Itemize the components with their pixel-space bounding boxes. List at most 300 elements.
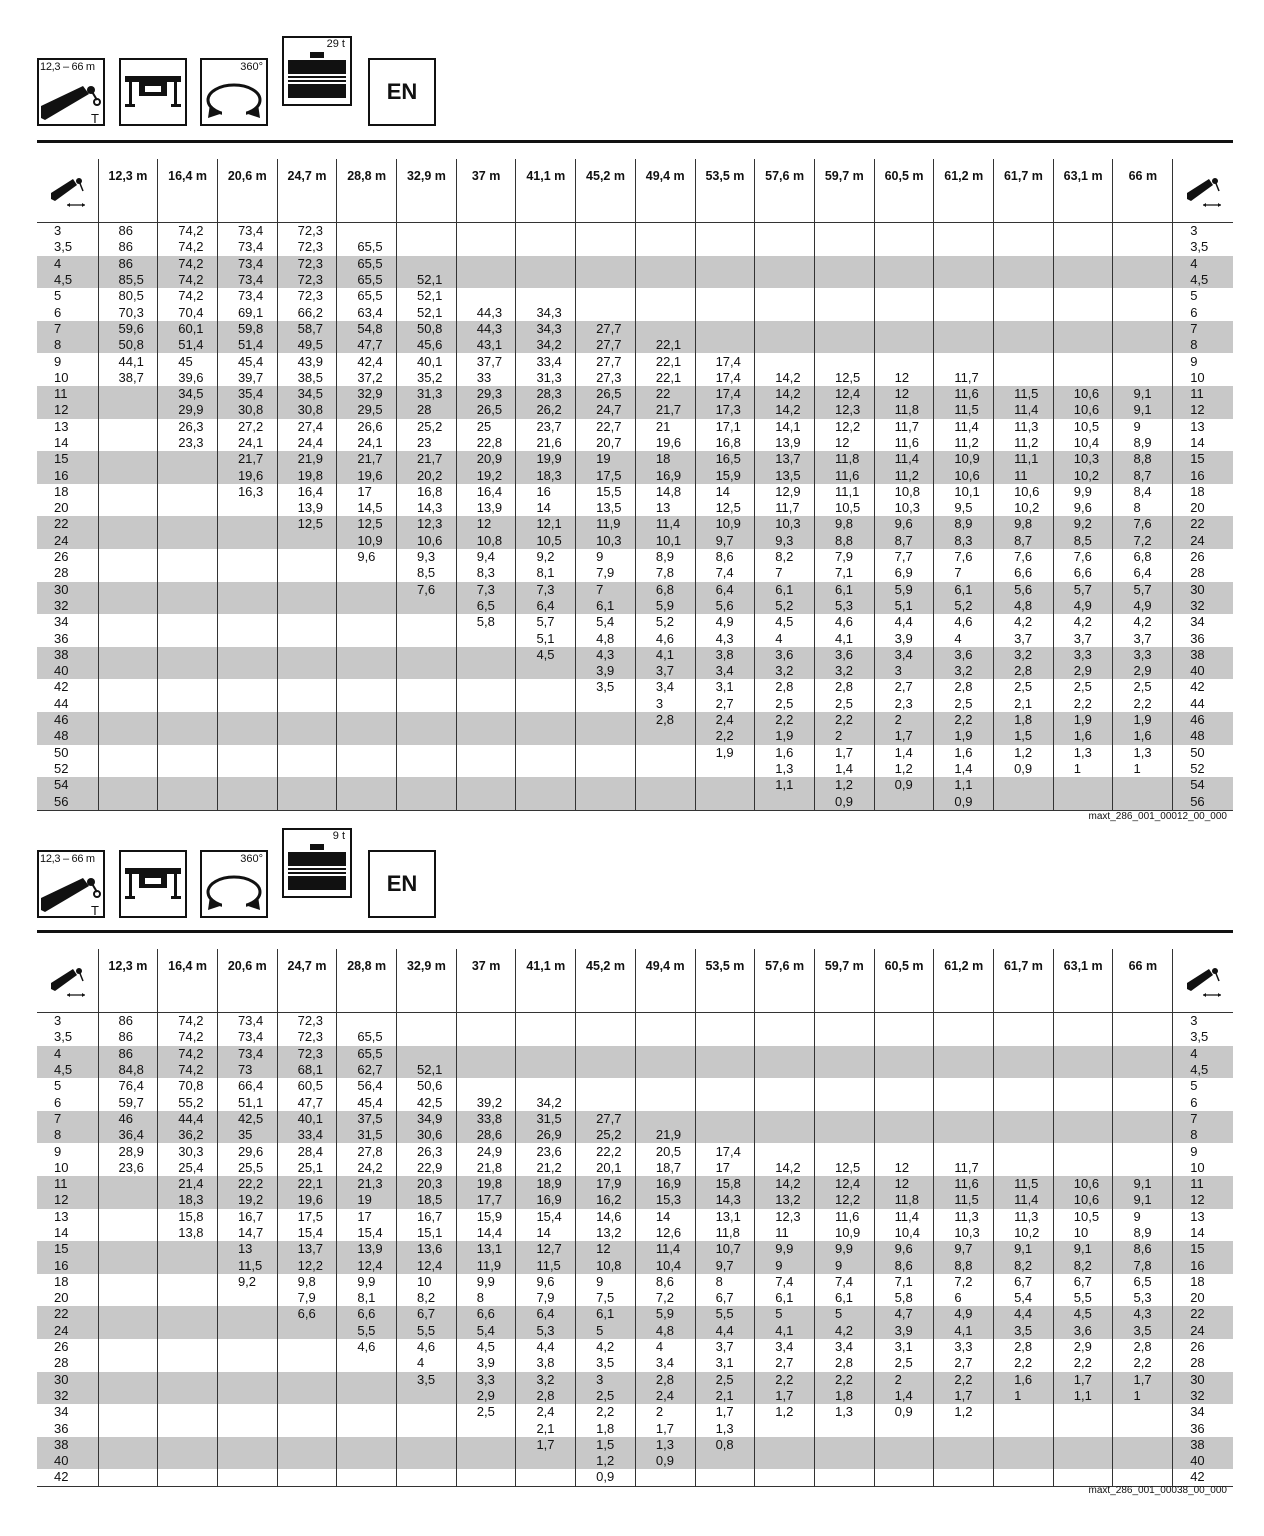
boom-length-header: 20,6 m [217,159,277,223]
load-value-cell: 24,9 [456,1143,516,1159]
load-value-cell [98,614,158,630]
load-value-cell: 2 [635,1404,695,1420]
load-value-cell: 19,6 [337,467,397,483]
load-value-cell [397,223,457,240]
load-value-cell [994,370,1054,386]
load-value-cell [635,304,695,320]
load-value-cell: 11,8 [814,451,874,467]
radius-cell: 26 [1173,549,1233,565]
load-value-cell: 11,5 [994,386,1054,402]
load-value-cell: 13,5 [755,467,815,483]
radius-cell: 5 [54,1078,62,1094]
load-value-cell: 12,7 [516,1241,576,1257]
load-value-cell: 13,1 [456,1241,516,1257]
radius-cell: 14 [1173,1225,1233,1241]
telescope-mark: T [91,903,99,918]
load-value-cell: 1,3 [814,1404,874,1420]
load-value-cell: 3,5 [397,1372,457,1388]
counterweight-label: 29 t [326,38,345,50]
load-value-cell: 10,2 [994,500,1054,516]
load-value-cell: 8,6 [1113,1241,1173,1257]
load-value-cell: 17,3 [695,402,755,418]
load-value-cell [158,712,218,728]
load-value-cell: 39,2 [456,1094,516,1110]
load-value-cell: 2,5 [456,1404,516,1420]
table-row [37,1241,1233,1257]
load-value-cell: 11,7 [755,500,815,516]
load-value-cell: 72,3 [277,288,337,304]
radius-cell: 3 [1173,1013,1233,1030]
load-value-cell: 56,4 [337,1078,397,1094]
boom-length-header: 37 m [456,949,516,1013]
load-value-cell [695,272,755,288]
load-value-cell [695,288,755,304]
load-value-cell: 45,4 [337,1094,397,1110]
load-value-cell: 3,5 [576,1355,636,1371]
load-value-cell: 11,4 [994,1192,1054,1208]
load-value-cell [158,728,218,744]
load-value-cell [635,1046,695,1062]
load-value-cell [576,1029,636,1045]
load-value-cell: 10,3 [576,533,636,549]
load-value-cell [516,745,576,761]
load-value-cell: 16,9 [516,1192,576,1208]
load-value-cell [337,647,397,663]
load-value-cell: 5,3 [516,1323,576,1339]
radius-cell: 4,5 [37,272,98,288]
load-value-cell [576,761,636,777]
boom-length-header: 41,1 m [516,949,576,1013]
load-value-cell: 14,5 [337,500,397,516]
load-value-cell: 1,7 [516,1437,576,1453]
radius-cell: 3,5 [1173,1029,1233,1045]
load-value-cell [755,1046,815,1062]
load-value-cell: 1,3 [755,761,815,777]
load-value-cell: 7,3 [456,582,516,598]
table-row [37,288,1233,304]
load-value-cell [1113,1111,1173,1127]
load-value-cell [456,663,516,679]
load-value-cell [337,223,397,240]
load-value-cell [576,223,636,240]
load-value-cell [277,1453,337,1469]
boom-length-header: 60,5 m [874,949,934,1013]
load-value-cell [635,1469,695,1486]
load-value-cell [98,516,158,532]
load-value-cell: 73,4 [217,272,277,288]
load-value-cell [814,1013,874,1030]
load-value-cell: 6 [934,1290,994,1306]
load-value-cell: 7 [755,565,815,581]
load-value-cell: 11,1 [814,484,874,500]
load-value-cell: 11 [755,1225,815,1241]
load-value-cell: 9,2 [217,1274,277,1290]
load-value-cell: 27,7 [576,353,636,369]
radius-cell: 9 [1173,1143,1233,1159]
load-value-cell: 13,9 [456,500,516,516]
load-value-cell: 3,3 [934,1339,994,1355]
load-value-cell: 17 [695,1160,755,1176]
load-value-cell [337,696,397,712]
load-value-cell [695,777,755,793]
load-value-cell: 18,7 [635,1160,695,1176]
load-value-cell: 6,5 [1113,1274,1173,1290]
radius-cell: 28 [54,565,69,581]
load-value-cell [98,1306,158,1322]
load-value-cell [814,239,874,255]
load-value-cell: 17,9 [576,1176,636,1192]
radius-icon [1173,159,1233,223]
load-value-cell: 1,9 [755,728,815,744]
load-value-cell: 3,1 [695,1355,755,1371]
load-value-cell: 19 [337,1192,397,1208]
load-value-cell: 4,6 [635,630,695,646]
load-value-cell [576,793,636,810]
load-value-cell: 4,9 [1053,598,1113,614]
load-value-cell [1053,337,1113,353]
radius-cell: 15 [37,451,98,467]
load-value-cell [98,467,158,483]
load-value-cell [98,451,158,467]
table-row [37,663,1233,679]
radius-cell: 36 [1173,630,1233,646]
load-value-cell [994,1062,1054,1078]
load-value-cell: 31,3 [516,370,576,386]
load-value-cell [814,223,874,240]
load-value-cell: 10,9 [814,1225,874,1241]
radius-cell: 54 [1173,777,1233,793]
load-value-cell [98,1257,158,1273]
load-value-cell: 74,2 [158,1062,218,1078]
load-value-cell: 4,3 [576,647,636,663]
load-value-cell: 7,3 [516,582,576,598]
load-value-cell: 74,2 [158,1046,218,1062]
load-value-cell: 16,7 [217,1209,277,1225]
load-value-cell: 7,6 [1113,516,1173,532]
load-value-cell: 1,6 [994,1372,1054,1388]
load-value-cell: 24,2 [337,1160,397,1176]
load-value-cell: 14,2 [755,1160,815,1176]
load-value-cell: 3,6 [755,647,815,663]
load-value-cell [934,1029,994,1045]
load-value-cell: 21,9 [635,1127,695,1143]
load-value-cell: 4,6 [934,614,994,630]
load-value-cell: 14,4 [456,1225,516,1241]
load-value-cell: 4,3 [695,630,755,646]
boom-length-header: 45,2 m [576,159,636,223]
load-value-cell: 2,2 [814,712,874,728]
load-value-cell [217,1453,277,1469]
load-value-cell: 62,7 [337,1062,397,1078]
load-value-cell [576,304,636,320]
radius-cell: 20 [54,500,69,516]
boom-length-header: 32,9 m [397,949,457,1013]
load-value-cell: 13,7 [277,1241,337,1257]
radius-cell: 5 [54,288,62,304]
radius-icon [37,949,98,1013]
radius-cell: 28 [1173,565,1233,581]
load-value-cell: 26,5 [456,402,516,418]
slew-label: 360° [240,61,263,73]
load-value-cell: 6,5 [456,598,516,614]
radius-cell: 11 [1173,386,1233,402]
load-value-cell: 9,1 [1053,1241,1113,1257]
load-value-cell [516,1453,576,1469]
load-value-cell: 70,4 [158,304,218,320]
load-value-cell [217,1339,277,1355]
load-value-cell [695,1062,755,1078]
load-value-cell: 17,4 [695,370,755,386]
table-row [37,256,1233,272]
load-value-cell [456,1453,516,1469]
load-value-cell: 5,5 [397,1323,457,1339]
load-value-cell: 18,3 [516,467,576,483]
radius-cell: 56 [37,793,98,810]
load-value-cell [397,1029,457,1045]
load-value-cell [277,663,337,679]
load-value-cell: 4,9 [934,1306,994,1322]
load-value-cell: 0,8 [695,1437,755,1453]
load-value-cell: 10,6 [1053,386,1113,402]
boom-length-header-row [37,949,1233,1013]
load-value-cell [516,272,576,288]
load-value-cell: 4,1 [814,630,874,646]
load-value-cell [98,647,158,663]
load-value-cell [98,712,158,728]
load-value-cell: 10,4 [874,1225,934,1241]
load-value-cell: 12,5 [814,370,874,386]
load-value-cell: 6,7 [397,1306,457,1322]
radius-cell: 42 [54,679,69,695]
load-value-cell [755,337,815,353]
load-value-cell: 20,5 [635,1143,695,1159]
load-value-cell [456,223,516,240]
load-value-cell: 5,8 [456,614,516,630]
load-value-cell [874,1013,934,1030]
load-value-cell: 6,6 [277,1306,337,1322]
load-value-cell [217,1420,277,1436]
load-value-cell [217,549,277,565]
radius-icon [37,159,98,223]
load-value-cell: 8,3 [456,565,516,581]
load-value-cell [695,239,755,255]
boom-length-header: 60,5 m [874,159,934,223]
boom-length-header: 59,7 m [814,159,874,223]
load-value-cell: 20,3 [397,1176,457,1192]
radius-cell: 13 [1173,419,1233,435]
load-value-cell: 65,5 [337,256,397,272]
load-value-cell: 16,2 [576,1192,636,1208]
load-value-cell: 2,2 [755,1372,815,1388]
load-value-cell: 2,1 [516,1420,576,1436]
load-value-cell: 10,5 [814,500,874,516]
load-value-cell: 46 [98,1111,158,1127]
load-value-cell: 13,5 [576,500,636,516]
load-value-cell: 2,5 [874,1355,934,1371]
table-row [37,1225,1233,1241]
load-value-cell: 26,5 [576,386,636,402]
load-value-cell [814,1453,874,1469]
load-value-cell: 11,5 [934,402,994,418]
radius-cell: 20 [54,1290,69,1306]
load-value-cell: 70,3 [98,304,158,320]
load-value-cell: 1,7 [695,1404,755,1420]
load-value-cell [217,793,277,810]
load-value-cell: 76,4 [98,1078,158,1094]
radius-cell: 26 [1173,1339,1233,1355]
load-value-cell: 72,3 [277,256,337,272]
load-value-cell: 5,2 [635,614,695,630]
load-value-cell: 9,5 [934,500,994,516]
load-value-cell [695,1469,755,1486]
load-value-cell [397,1388,457,1404]
load-value-cell: 3,4 [635,1355,695,1371]
load-value-cell: 29,6 [217,1143,277,1159]
load-value-cell: 7,2 [934,1274,994,1290]
load-value-cell: 37,5 [337,1111,397,1127]
load-value-cell: 2,3 [874,696,934,712]
load-value-cell: 17,7 [456,1192,516,1208]
load-value-cell [516,1062,576,1078]
table-row [37,1078,1233,1094]
load-value-cell: 12,5 [695,500,755,516]
load-value-cell: 3,8 [695,647,755,663]
load-value-cell [98,598,158,614]
load-value-cell: 25 [456,419,516,435]
load-value-cell: 9 [814,1257,874,1273]
radius-cell: 56 [1173,793,1233,810]
load-value-cell [755,1078,815,1094]
load-value-cell [1053,1469,1113,1486]
load-value-cell: 7,9 [277,1290,337,1306]
load-value-cell [755,1420,815,1436]
load-value-cell [874,1062,934,1078]
load-value-cell: 15,9 [695,467,755,483]
radius-cell: 3,5 [1173,239,1233,255]
load-value-cell [755,223,815,240]
load-value-cell [814,1078,874,1094]
table-row [37,533,1233,549]
load-value-cell [934,1127,994,1143]
table-row [37,614,1233,630]
load-value-cell: 8,1 [337,1290,397,1306]
load-value-cell [1053,1404,1113,1420]
load-value-cell: 4 [755,630,815,646]
load-value-cell: 22,9 [397,1160,457,1176]
radius-cell: 38 [1173,1437,1233,1453]
radius-cell: 9 [54,353,62,369]
load-value-cell: 10,4 [635,1257,695,1273]
load-value-cell [994,304,1054,320]
load-value-cell: 72,3 [277,1013,337,1030]
load-value-cell: 40,1 [397,353,457,369]
load-value-cell: 4,1 [934,1323,994,1339]
load-value-cell [158,1453,218,1469]
radius-cell: 6 [54,304,62,320]
radius-cell: 18 [54,483,69,499]
load-value-cell: 3,3 [456,1372,516,1388]
load-value-cell: 6,6 [456,1306,516,1322]
radius-cell: 42 [1173,679,1233,695]
load-value-cell: 2,2 [814,1372,874,1388]
load-value-cell: 10,3 [934,1225,994,1241]
load-value-cell [1053,1029,1113,1045]
load-value-cell: 10,6 [994,484,1054,500]
load-value-cell: 74,2 [158,288,218,304]
load-value-cell: 1,2 [874,761,934,777]
load-value-cell: 50,6 [397,1078,457,1094]
load-value-cell: 9,9 [755,1241,815,1257]
table-row [37,696,1233,712]
load-value-cell: 2,2 [1113,696,1173,712]
load-value-cell: 34,2 [516,337,576,353]
load-value-cell: 45,4 [217,353,277,369]
load-chart-section-1 [37,36,1233,822]
load-value-cell [576,712,636,728]
load-value-cell [874,1127,934,1143]
load-value-cell [217,1290,277,1306]
load-value-cell: 31,3 [397,386,457,402]
load-value-cell [695,337,755,353]
load-value-cell: 1,5 [576,1437,636,1453]
load-value-cell [516,663,576,679]
load-value-cell: 86 [98,1029,158,1045]
load-value-cell [934,256,994,272]
radius-cell: 10 [1173,1160,1233,1176]
load-value-cell: 59,7 [98,1094,158,1110]
radius-cell: 10 [1173,370,1233,386]
load-value-cell: 74,2 [158,256,218,272]
load-value-cell: 5 [576,1323,636,1339]
load-value-cell: 69,1 [217,304,277,320]
load-value-cell: 16,7 [397,1209,457,1225]
load-value-cell: 6,7 [1053,1274,1113,1290]
load-value-cell [1113,1420,1173,1436]
load-value-cell [994,1013,1054,1030]
load-value-cell [158,1274,218,1290]
load-value-cell: 21,2 [516,1160,576,1176]
load-value-cell: 4 [397,1355,457,1371]
load-value-cell: 19,9 [516,451,576,467]
load-value-cell: 22,2 [576,1143,636,1159]
load-value-cell: 58,7 [277,321,337,337]
load-value-cell [1113,239,1173,255]
load-value-cell: 45,6 [397,337,457,353]
load-value-cell: 27,7 [576,1111,636,1127]
load-value-cell [98,1355,158,1371]
load-value-cell: 5,2 [755,598,815,614]
load-value-cell: 8,8 [1113,451,1173,467]
radius-cell: 12 [1173,402,1233,418]
table-row [37,1013,1233,1030]
load-value-cell: 14 [635,1209,695,1225]
load-value-cell: 19,8 [456,1176,516,1192]
load-value-cell: 38,5 [277,370,337,386]
load-value-cell: 2,2 [1113,1355,1173,1371]
radius-cell: 34 [1173,1404,1233,1420]
table-row [37,777,1233,793]
load-value-cell: 14,3 [695,1192,755,1208]
load-value-cell [755,1094,815,1110]
load-value-cell [337,630,397,646]
load-value-cell [337,1372,397,1388]
load-value-cell [277,647,337,663]
load-value-cell: 31,5 [337,1127,397,1143]
load-value-cell: 17,1 [695,419,755,435]
load-value-cell: 5,6 [994,582,1054,598]
load-value-cell: 6,1 [755,582,815,598]
load-value-cell: 22,2 [217,1176,277,1192]
